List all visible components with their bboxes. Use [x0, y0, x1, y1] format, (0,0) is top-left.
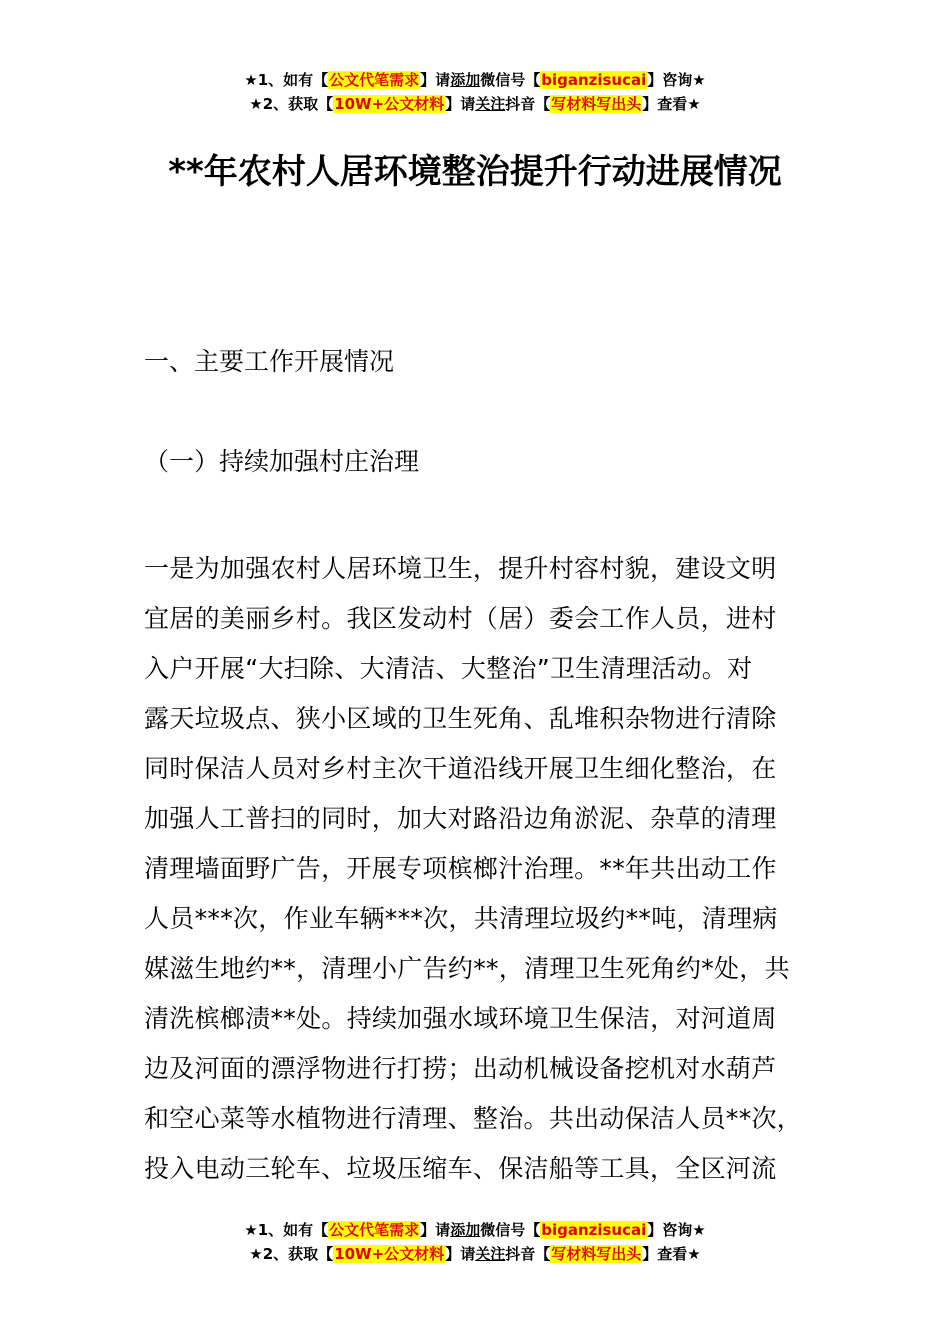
paragraph-line: 清理墙面野广告，开展专项槟榔汁治理。**年共出动工作	[144, 854, 777, 883]
paragraph-line: 露天垃圾点、狭小区域的卫生死角、乱堆积杂物进行清除	[144, 704, 777, 733]
banner-line-2: ★2、获取【10W+公文材料】请关注抖音【写材料写出头】查看★	[249, 95, 701, 113]
banner-highlight: 公文代笔需求	[329, 1221, 420, 1239]
banner-highlight: biganzisucai	[541, 1221, 647, 1239]
paragraph-line: 一是为加强农村人居环境卫生，提升村容村貌，建设文明	[144, 554, 777, 583]
banner-highlight: 写材料写出头	[551, 95, 642, 113]
bottom-banner	[0, 1218, 950, 1266]
paragraph-line: 投入电动三轮车、垃圾压缩车、保洁船等工具，全区河流	[144, 1154, 777, 1183]
banner-highlight: 写材料写出头	[551, 1245, 642, 1263]
paragraph-line: 清洗槟榔渍**处。持续加强水域环境卫生保洁，对河道周	[144, 1004, 777, 1033]
banner-highlight: 10W+公文材料	[334, 1245, 445, 1263]
subsection-heading: （一）持续加强村庄治理	[144, 447, 420, 476]
document-title: **年农村人居环境整治提升行动进展情况	[168, 152, 782, 192]
paragraph-line: 加强人工普扫的同时，加大对路沿边角淤泥、杂草的清理	[144, 804, 777, 833]
paragraph-line: 入户开展“大扫除、大清洁、大整治”卫生清理活动。对	[144, 654, 753, 683]
banner-line-2: ★2、获取【10W+公文材料】请关注抖音【写材料写出头】查看★	[249, 1245, 701, 1263]
paragraph-line: 媒滋生地约**，清理小广告约**，清理卫生死角约*处，共	[144, 954, 790, 983]
paragraph-line: 宜居的美丽乡村。我区发动村（居）委会工作人员，进村	[144, 604, 777, 633]
top-banner	[0, 68, 950, 116]
body-paragraph	[144, 544, 802, 1194]
banner-highlight: 10W+公文材料	[334, 95, 445, 113]
paragraph-line: 人员***次，作业车辆***次，共清理垃圾约**吨，清理病	[144, 904, 778, 933]
banner-line-1: ★1、如有【公文代笔需求】请添加微信号【biganzisucai】咨询★	[244, 1221, 706, 1239]
paragraph-line: 和空心菜等水植物进行清理、整治。共出动保洁人员**次，	[144, 1104, 803, 1133]
paragraph-line: 同时保洁人员对乡村主次干道沿线开展卫生细化整治，在	[144, 754, 777, 783]
banner-highlight: 公文代笔需求	[329, 71, 420, 89]
banner-highlight: biganzisucai	[541, 71, 647, 89]
paragraph-line: 边及河面的漂浮物进行打捞；出动机械设备挖机对水葫芦	[144, 1054, 777, 1083]
banner-line-1: ★1、如有【公文代笔需求】请添加微信号【biganzisucai】咨询★	[244, 71, 706, 89]
section-heading: 一、主要工作开展情况	[144, 347, 395, 376]
